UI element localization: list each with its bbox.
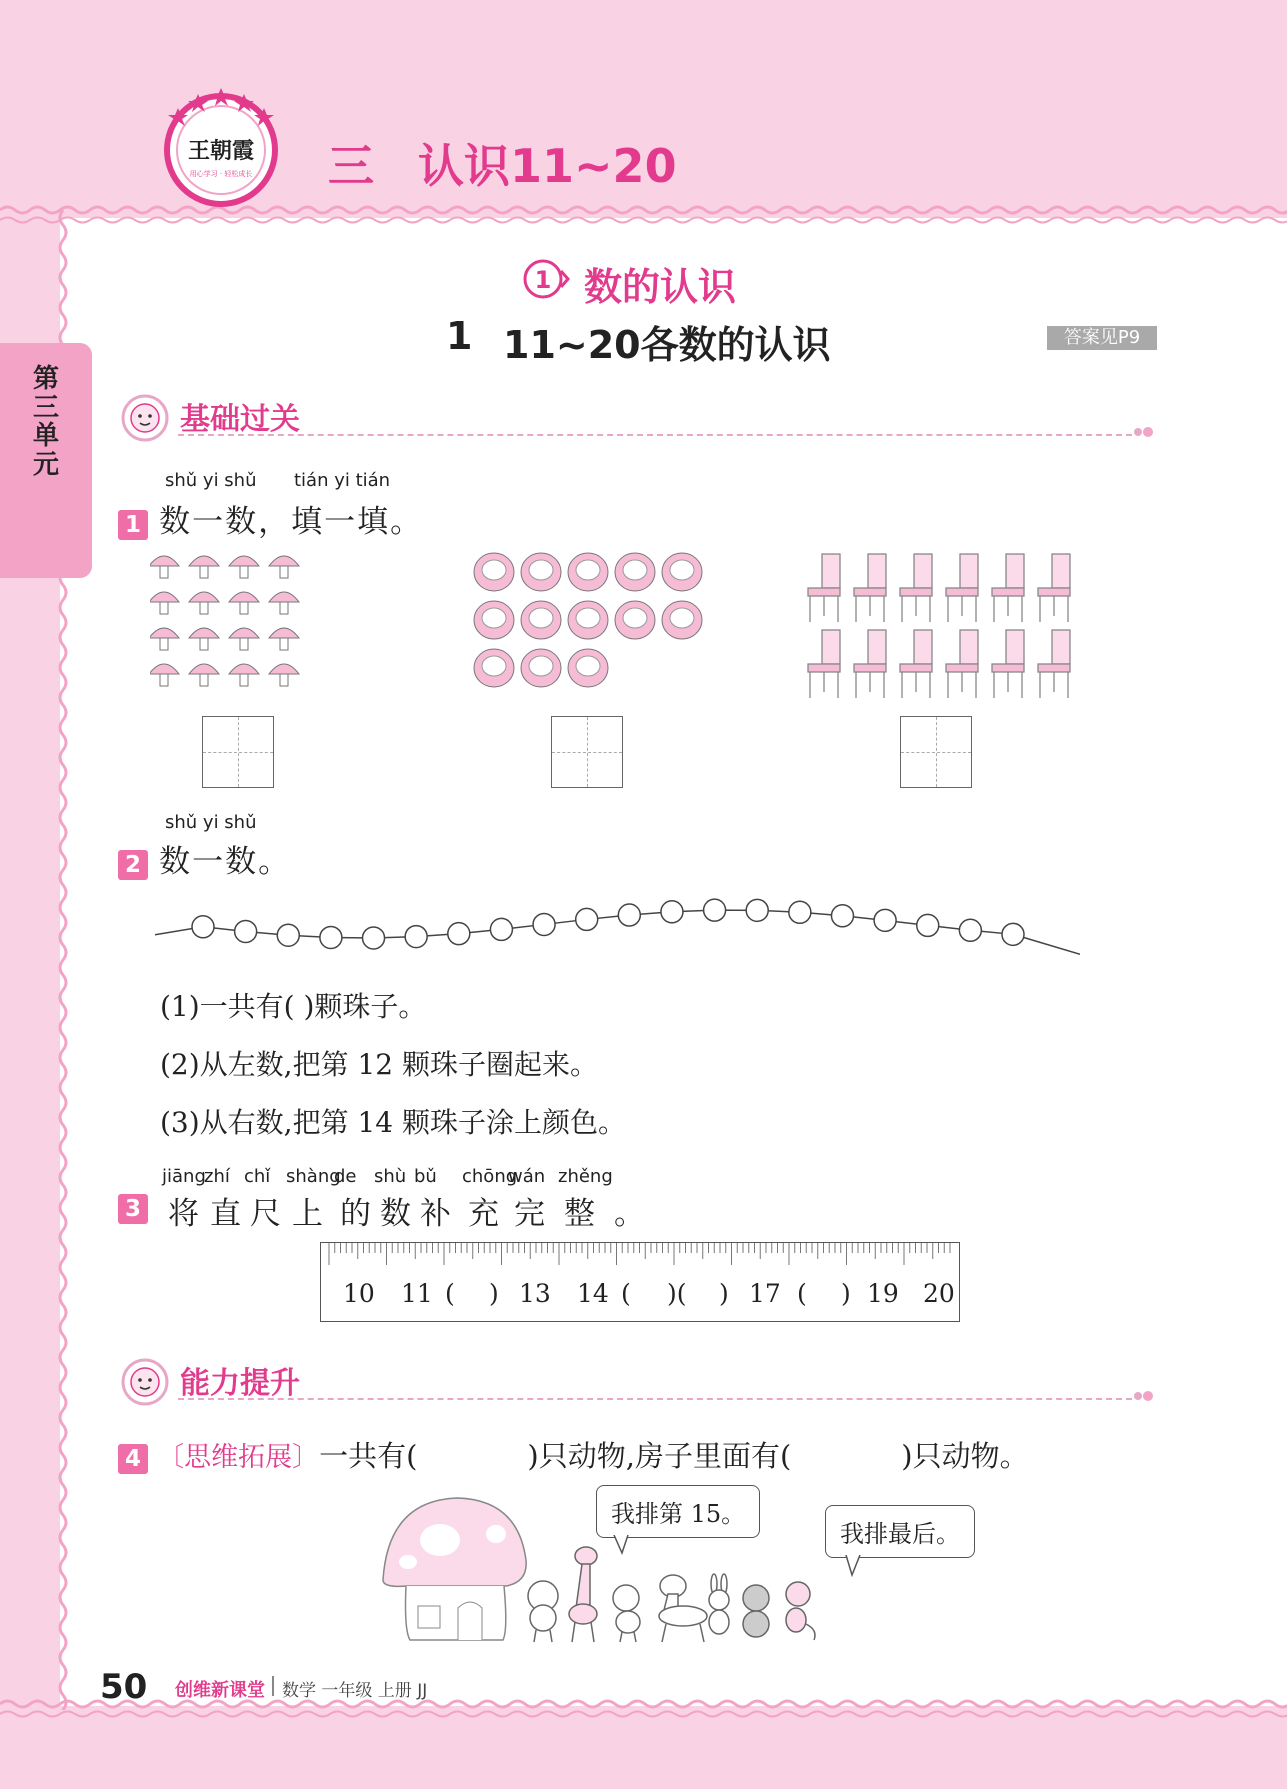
- bead: [192, 916, 214, 938]
- horse-icon: [659, 1575, 707, 1642]
- ruler-label: (: [797, 1279, 807, 1308]
- cake-icon: [474, 649, 514, 687]
- q2-number: 2: [118, 850, 148, 880]
- cake-icon: [474, 601, 514, 639]
- rabbit-icon: [709, 1574, 729, 1634]
- chair-group: [798, 548, 1078, 703]
- unit-number-badge: [523, 258, 565, 300]
- chair-icon: [992, 630, 1024, 698]
- ruler-label: ): [489, 1279, 499, 1308]
- ruler-ticks: [321, 1243, 959, 1283]
- sheep-icon: [528, 1581, 558, 1642]
- speech-bubble-monkey: 我排最后。: [825, 1505, 975, 1558]
- q3-pinyin: bǔ: [414, 1166, 437, 1187]
- q3-pinyin: zhí: [204, 1166, 230, 1187]
- answer-box-mushrooms[interactable]: [202, 716, 274, 788]
- q3-pinyin: shàng: [286, 1166, 341, 1187]
- footer-brand: 创维新课堂: [175, 1680, 265, 1701]
- student-icon: [118, 392, 174, 442]
- q3-pinyin: chōng: [462, 1166, 518, 1187]
- q4-line: [118, 1434, 1029, 1475]
- cake-icon: [568, 553, 608, 591]
- answer-box-chairs[interactable]: [900, 716, 972, 788]
- chapter-number: 三: [328, 139, 374, 193]
- bead: [277, 924, 299, 946]
- mushroom-icon: [229, 592, 259, 614]
- ruler-label: (: [621, 1279, 631, 1308]
- unit-title: 数的认识: [584, 265, 737, 309]
- q3-char: 的: [340, 1196, 371, 1232]
- chair-icon: [946, 554, 978, 622]
- ruler-label: 17: [749, 1279, 781, 1308]
- q3-char: 直: [210, 1196, 241, 1232]
- ruler-numbers: [321, 1279, 959, 1313]
- bead: [874, 909, 896, 931]
- chair-icon: [854, 630, 886, 698]
- mushroom-icon: [189, 592, 219, 614]
- mushroom-icon: [189, 628, 219, 650]
- bead: [576, 908, 598, 930]
- q3-pinyin: shù: [374, 1166, 407, 1187]
- ruler-label: (: [445, 1279, 455, 1308]
- cake-icon: [615, 601, 655, 639]
- bead: [320, 926, 342, 948]
- q2-line: [118, 836, 291, 881]
- ruler-label: 10: [343, 1279, 375, 1308]
- unit-side-tab-label: 第三单元: [32, 364, 59, 480]
- q3-number: 3: [118, 1194, 148, 1224]
- bead: [235, 920, 257, 942]
- ruler-label: ): [841, 1279, 851, 1308]
- mushroom-icon: [189, 664, 219, 686]
- cake-icon: [662, 601, 702, 639]
- student-icon: [118, 1356, 174, 1406]
- logo-subtext: 用心学习 · 轻松成长: [189, 170, 253, 178]
- unit-number: 1: [534, 266, 552, 294]
- bead: [1002, 923, 1024, 945]
- mushroom-house-icon: [383, 1498, 526, 1640]
- bead: [704, 899, 726, 921]
- section-advanced-title: 能力提升: [180, 1366, 300, 1401]
- chair-icon: [946, 630, 978, 698]
- bead: [448, 923, 470, 945]
- cake-icon: [521, 601, 561, 639]
- q4-tag: 〔思维拓展〕: [157, 1442, 320, 1473]
- q3-char: 上: [292, 1196, 323, 1232]
- q2-item-1: (1)一共有( )颗珠子。: [160, 990, 427, 1023]
- speech-bubble-giraffe: 我排第 15。: [596, 1485, 760, 1538]
- q3-char: 。: [614, 1196, 645, 1232]
- chair-icon: [900, 630, 932, 698]
- q3-pinyin: wán: [508, 1166, 546, 1187]
- q4-number: 4: [118, 1444, 148, 1474]
- bead: [405, 926, 427, 948]
- mushroom-icon: [269, 664, 299, 686]
- mushroom-icon: [269, 592, 299, 614]
- mushroom-icon: [150, 628, 179, 650]
- q1-pinyin-2: tián yi tián: [294, 470, 391, 491]
- q2-pinyin: shǔ yi shǔ: [165, 812, 257, 833]
- ruler-label: 11: [401, 1279, 433, 1308]
- cake-icon: [521, 649, 561, 687]
- monkey-icon: [786, 1582, 815, 1640]
- mushroom-icon: [229, 628, 259, 650]
- q2-item-2: (2)从左数,把第 12 颗珠子圈起来。: [160, 1048, 598, 1081]
- bead: [363, 927, 385, 949]
- bead: [789, 901, 811, 923]
- mushroom-icon: [189, 556, 219, 578]
- ruler-label: ): [719, 1279, 729, 1308]
- cake-icon: [521, 553, 561, 591]
- unit-side-tab: [0, 343, 92, 578]
- mushroom-icon: [229, 556, 259, 578]
- q3-char: 数: [380, 1196, 411, 1232]
- mushroom-icon: [150, 664, 179, 686]
- dots-icon: [1132, 1388, 1158, 1404]
- mushroom-icon: [269, 628, 299, 650]
- section-basic-header: [118, 392, 1158, 442]
- chair-icon: [808, 554, 840, 622]
- q3-pinyin: de: [334, 1166, 357, 1187]
- q4-text-1: 一共有(: [319, 1439, 418, 1473]
- mushroom-icon: [269, 556, 299, 578]
- q3-char: 尺: [250, 1196, 281, 1232]
- chair-icon: [992, 554, 1024, 622]
- footer-meta: 数学 一年级 上册 JJ: [282, 1681, 428, 1701]
- bead: [959, 919, 981, 941]
- ruler-label: 20: [923, 1279, 955, 1308]
- q3-pinyin: zhěng: [558, 1166, 613, 1187]
- cake-icon: [474, 553, 514, 591]
- mushroom-icon: [150, 592, 179, 614]
- chair-icon: [900, 554, 932, 622]
- cake-icon: [662, 553, 702, 591]
- bear-icon: [743, 1585, 769, 1637]
- q3-char: 完: [514, 1196, 545, 1232]
- q3-pinyin: chǐ: [244, 1166, 271, 1187]
- q4-text-2: )只动物,房子里面有(: [527, 1439, 792, 1473]
- q3-char: 将: [168, 1196, 199, 1232]
- q3-char: 补: [420, 1196, 451, 1232]
- cake-group: [470, 550, 710, 695]
- lesson-number: 1: [446, 314, 473, 358]
- lesson-title: 11~20各数的认识: [503, 323, 831, 367]
- ruler: [320, 1242, 960, 1322]
- cake-icon: [568, 649, 608, 687]
- bead: [533, 913, 555, 935]
- bead: [618, 904, 640, 926]
- section-basic-title: 基础过关: [180, 402, 300, 437]
- q1-number: 1: [118, 510, 148, 540]
- bead: [746, 899, 768, 921]
- logo-text: 王朝霞: [187, 138, 255, 164]
- brand-logo: [160, 86, 282, 208]
- chair-icon: [1038, 554, 1070, 622]
- bead: [917, 914, 939, 936]
- chair-icon: [1038, 630, 1070, 698]
- dog-icon: [613, 1585, 640, 1642]
- bead: [831, 905, 853, 927]
- q3-char: 充: [468, 1196, 499, 1232]
- answer-reference: 答案见P9: [1047, 326, 1157, 350]
- q1-line: [118, 496, 423, 541]
- cake-icon: [568, 601, 608, 639]
- bead: [490, 918, 512, 940]
- chapter-title: 认识11~20: [418, 139, 677, 193]
- dots-icon: [1132, 424, 1158, 440]
- ruler-label: 19: [867, 1279, 899, 1308]
- q1-pinyin-1: shǔ yi shǔ: [165, 470, 257, 491]
- ruler-label: 14: [577, 1279, 609, 1308]
- q3-line: [118, 1164, 645, 1248]
- q3-char: 整: [564, 1196, 595, 1232]
- bead: [661, 901, 683, 923]
- chair-icon: [854, 554, 886, 622]
- mushroom-icon: [229, 664, 259, 686]
- chair-icon: [808, 630, 840, 698]
- q3-pinyin: jiāng: [162, 1166, 206, 1187]
- bead-string: [155, 888, 1080, 970]
- answer-box-cakes[interactable]: [551, 716, 623, 788]
- page-number: 50: [100, 1667, 148, 1707]
- mushroom-icon: [150, 556, 179, 578]
- q2-text: 数一数。: [159, 844, 292, 880]
- q1-text: 数一数，填一填。: [159, 504, 424, 540]
- cake-icon: [615, 553, 655, 591]
- ruler-label: 13: [519, 1279, 551, 1308]
- mushroom-group: [150, 548, 320, 698]
- ruler-label: )(: [667, 1279, 687, 1308]
- q4-text-3: )只动物。: [901, 1439, 1029, 1473]
- section-advanced-header: [118, 1356, 1158, 1406]
- q2-item-3: (3)从右数,把第 14 颗珠子涂上颜色。: [160, 1106, 626, 1139]
- giraffe-icon: [569, 1547, 597, 1642]
